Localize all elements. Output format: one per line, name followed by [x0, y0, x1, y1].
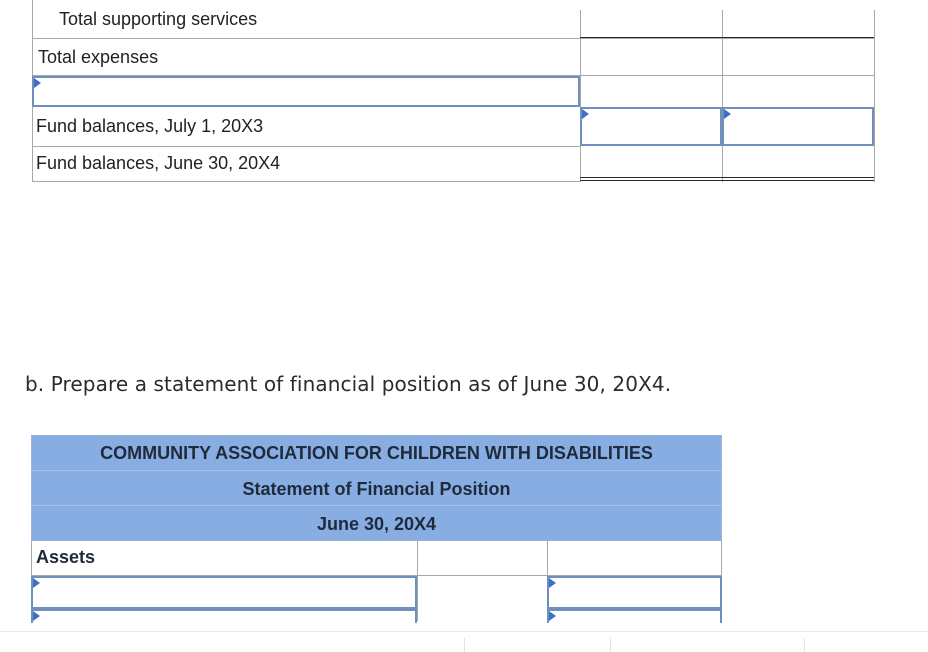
dropdown-marker-icon	[549, 578, 556, 588]
row-divider	[32, 146, 580, 147]
bottom-divider	[0, 631, 928, 632]
statement-date-heading: June 30, 20X4	[316, 514, 437, 534]
row-label-total-supporting-services: Total supporting services	[59, 9, 258, 29]
statement-title-heading: Statement of Financial Position	[242, 479, 511, 499]
fund-balance-begin-input-2[interactable]	[722, 107, 874, 146]
header-divider	[31, 505, 722, 506]
dropdown-marker-icon	[34, 78, 41, 88]
col-divider	[722, 10, 723, 182]
bottom-divider	[804, 638, 805, 652]
row-label-total-expenses: Total expenses	[38, 47, 159, 67]
org-name-heading: COMMUNITY ASSOCIATION FOR CHILDREN WITH DISABILITIES	[100, 443, 653, 463]
fund-balance-begin-input-1[interactable]	[580, 107, 722, 146]
col-divider	[580, 10, 581, 182]
question-b-prompt: b. Prepare a statement of financial position as of June 30, 20X4.	[25, 372, 672, 396]
dropdown-marker-icon	[582, 109, 589, 119]
right-border	[874, 10, 875, 182]
dropdown-marker-icon	[33, 611, 40, 621]
row-divider	[32, 181, 580, 182]
double-underline-top	[580, 177, 874, 178]
bottom-divider	[464, 638, 465, 652]
asset-amount-input[interactable]	[547, 576, 722, 609]
dropdown-marker-icon	[724, 109, 731, 119]
row-label-fund-balances-end: Fund balances, June 30, 20X4	[36, 153, 281, 173]
row-divider	[32, 38, 875, 39]
header-divider	[31, 470, 722, 471]
asset-amount-input[interactable]	[547, 609, 722, 623]
line-item-input[interactable]	[32, 76, 580, 107]
bottom-divider	[610, 638, 611, 652]
row-label-fund-balances-begin: Fund balances, July 1, 20X3	[36, 116, 264, 136]
asset-line-input[interactable]	[31, 609, 417, 623]
assets-heading: Assets	[36, 547, 96, 567]
col-divider	[417, 541, 418, 621]
double-underline-bottom	[580, 180, 874, 181]
asset-line-input[interactable]	[31, 576, 417, 609]
dropdown-marker-icon	[33, 578, 40, 588]
dropdown-marker-icon	[549, 611, 556, 621]
total-underline	[580, 37, 874, 38]
